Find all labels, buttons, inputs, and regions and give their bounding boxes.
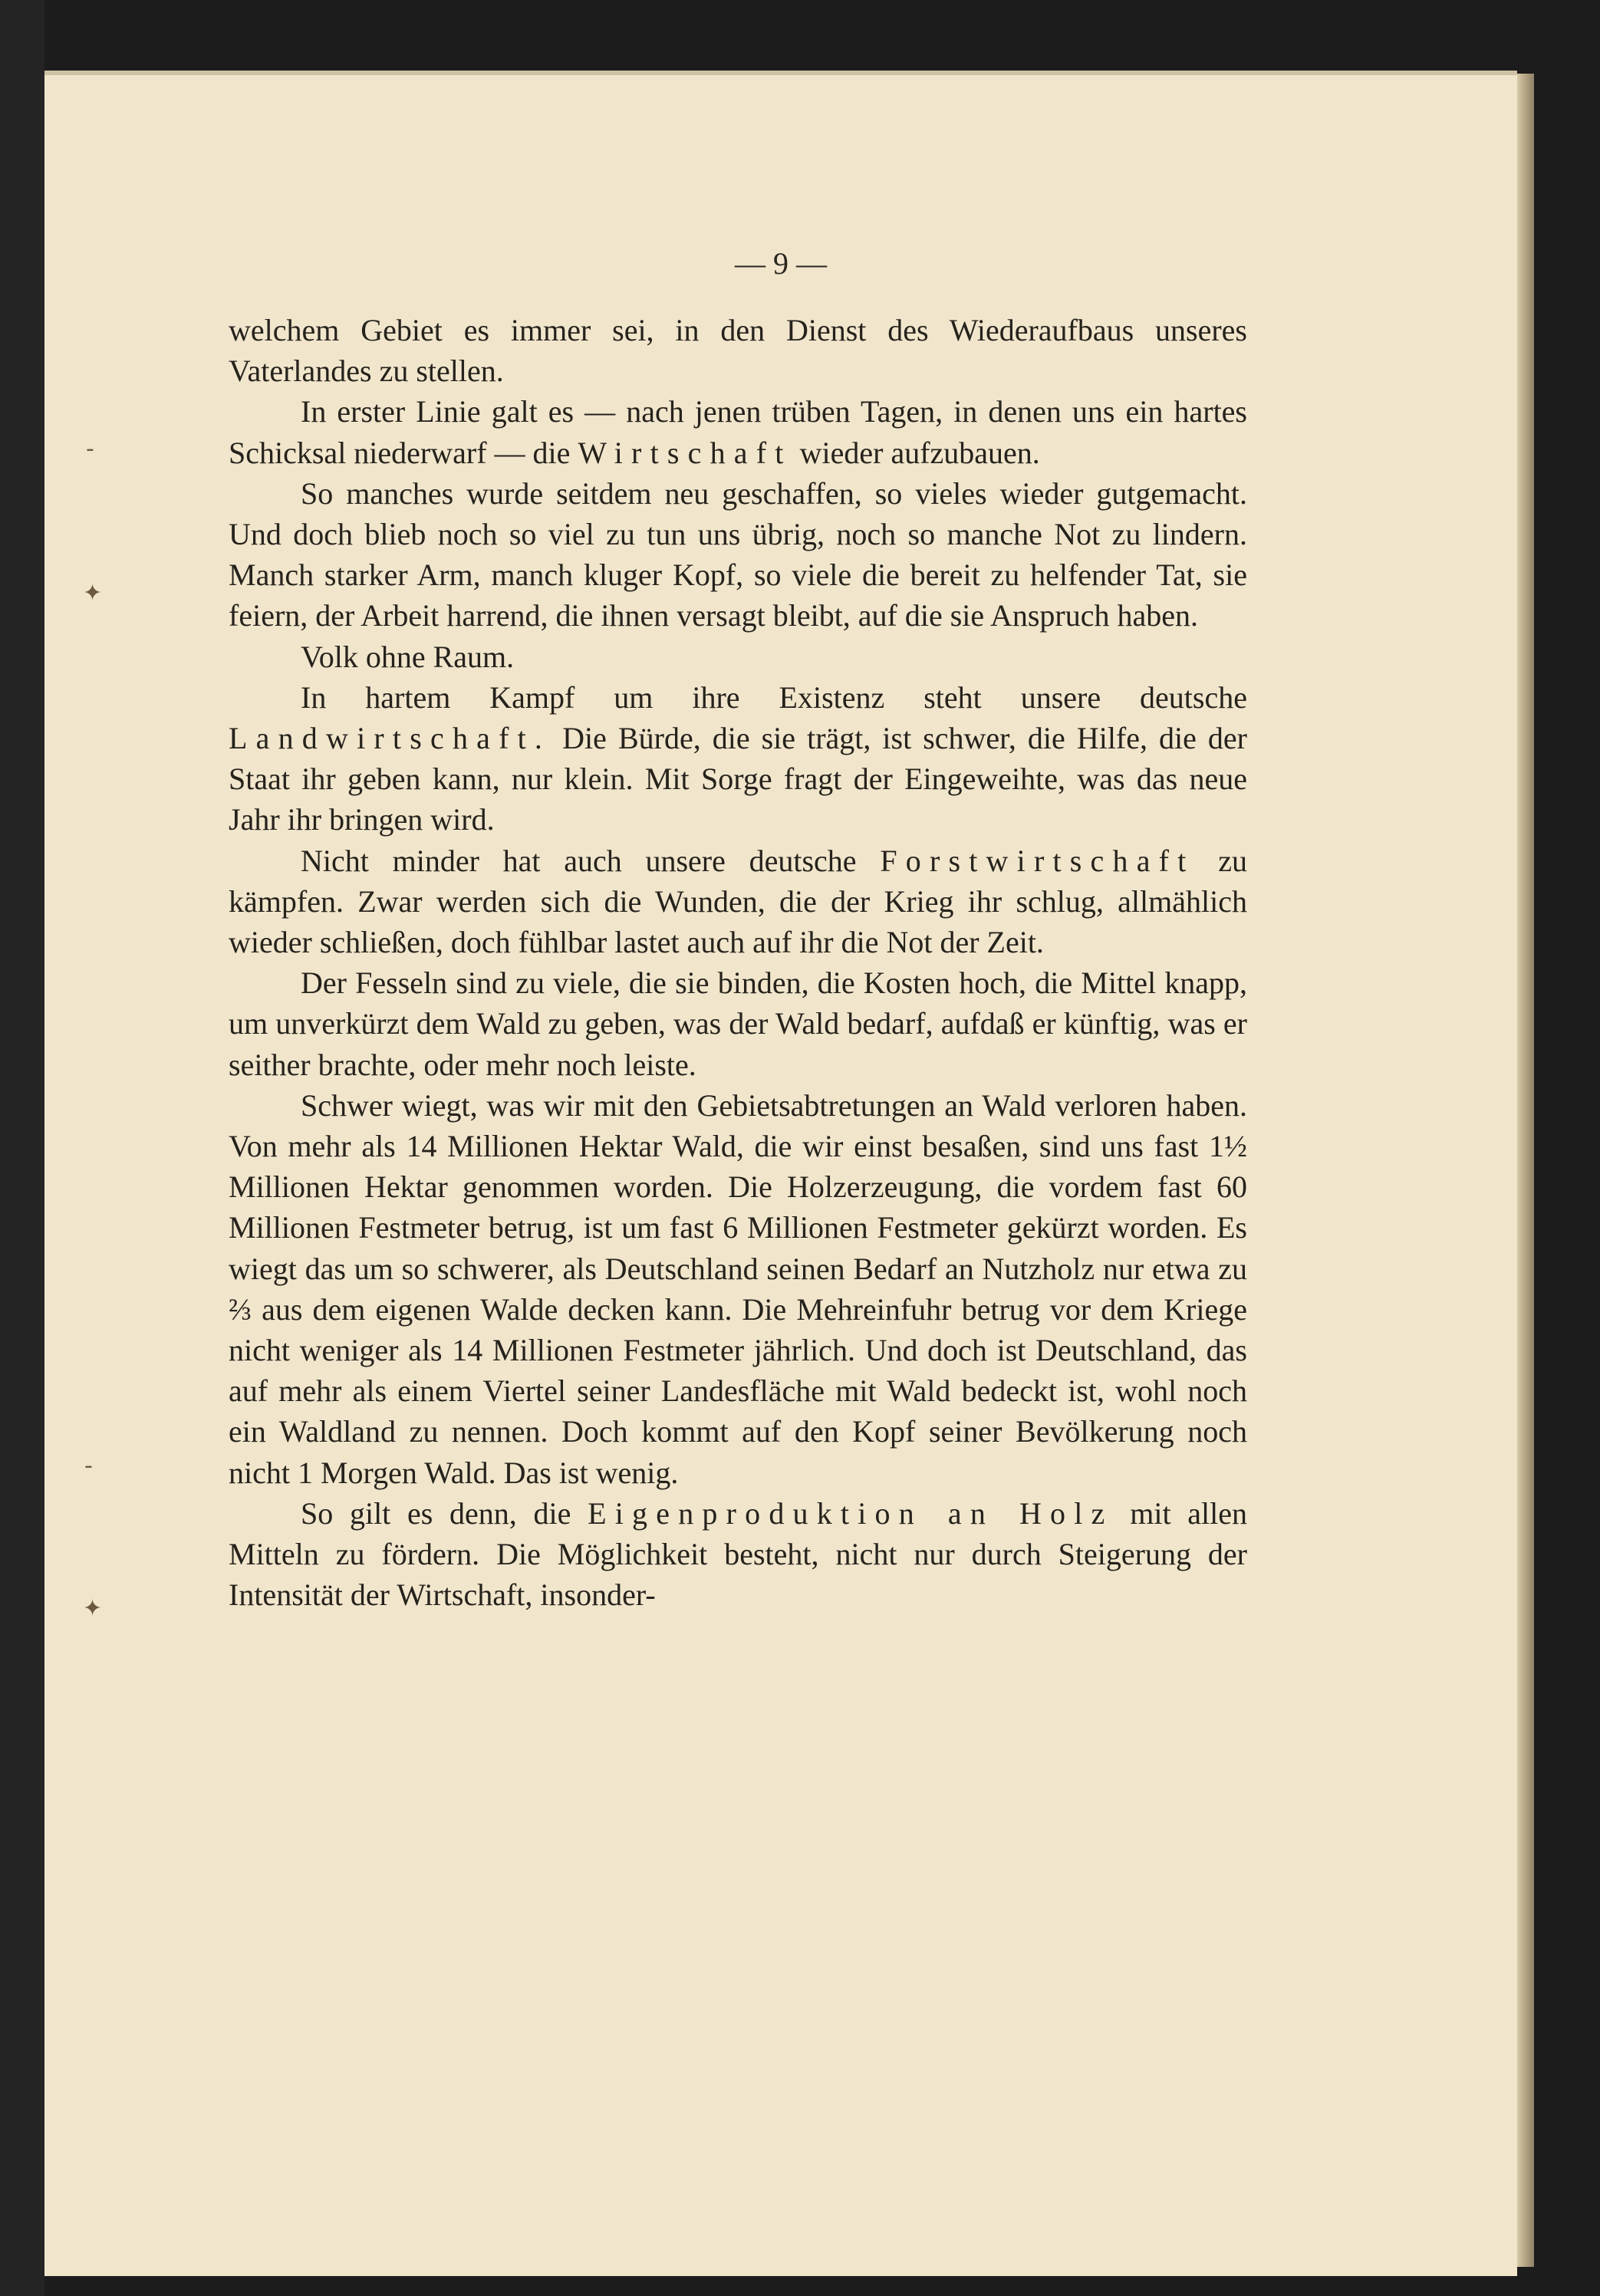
body-text [229,310,1247,1616]
paragraph-text: wieder aufzubauen. [792,435,1040,470]
emphasized-text: Eigenproduktion an Holz [588,1495,1114,1531]
paragraph-text: In erster Linie galt es — nach jenen trüben Tagen, in denen uns ein hartes Schicksal niederwarf — die [229,394,1247,470]
emphasized-text: Landwirtschaft. [229,721,551,756]
paragraph [229,962,1247,1085]
margin-mark: ✦ [83,580,103,607]
paragraph-text: Der Fesseln sind zu viele, die sie binden, die Kosten hoch, die Mittel knapp, um unverkürzt dem Wald zu geben, was der Wald bedarf, aufdaß er künftig, was er seither brachte, oder mehr noch leiste. [229,965,1247,1082]
page-number: — 9 — [735,246,827,281]
paragraph-text: zu kämpfen. Zwar werden sich die Wunden, die der Krieg ihr schlug, allmählich wieder schließen, doch fühlbar lastet auch auf ihr die Not der Zeit. [229,843,1247,960]
paragraph-text: Schwer wiegt, was wir mit den Gebietsabtretungen an Wald verloren haben. Von mehr als 14 Millionen Hektar Wald, die wir einst besaßen, sind uns fast 1½ Millionen Hektar genommen worden. Die Holzerzeugung, die vordem fast 60 Millionen Festmeter betrug, ist um fast 6 Millionen Festmeter gekürzt worden. Es wiegt das um so schwerer, als Deutschland seinen Bedarf an Nutzholz nur etwa zu ⅔ aus dem eigenen Walde decken kann. Die Mehreinfuhr betrug vor dem Kriege nicht weniger als 14 Millionen Festmeter jährlich. Und doch ist Deutschland, das auf mehr als einem Viertel seiner Landesfläche mit Wald bedeckt ist, wohl noch ein Waldland zu nennen. Doch kommt auf den Kopf seiner Bevölkerung noch nicht 1 Morgen Wald. Das ist wenig. [229,1087,1247,1490]
paragraph [229,1085,1247,1493]
paragraph-text: In hartem Kampf um ihre Existenz steht unsere deutsche [301,679,1247,715]
paragraph [229,636,1247,677]
emphasized-text: Forstwirtschaft [880,843,1195,878]
paragraph-text: Volk ohne Raum. [301,639,515,674]
margin-mark: - [84,1452,93,1479]
scanner-background [0,0,44,2296]
paragraph-text: welchem Gebiet es immer sei, in den Dienst des Wiederaufbaus unseres Vaterlandes zu stellen. [229,313,1247,389]
paragraph [229,677,1247,840]
margin-mark: - [86,436,94,462]
paragraph [229,391,1247,472]
paragraph-text: Die Bürde, die sie trägt, ist schwer, die Hilfe, die der Staat ihr geben kann, nur klein. Mit Sorge fragt der Eingeweihte, was das neue Jahr ihr bringen wird. [229,721,1247,837]
paragraph-text: So manches wurde seitdem neu geschaffen, so vieles wieder gutgemacht. Und doch blieb noch so viel zu tun uns übrig, noch so manche Not zu lindern. Manch starker Arm, manch kluger Kopf, so viele die bereit zu helfender Tat, sie feiern, der Arbeit harrend, die ihnen versagt bleibt, auf die sie Anspruch haben. [229,475,1247,633]
paragraph [229,473,1247,636]
paragraph [229,1493,1247,1616]
paragraph [229,310,1247,391]
paragraph-text: Nicht minder hat auch unsere deutsche [301,843,881,878]
page-edge [1517,74,1534,2267]
paragraph-text: So gilt es denn, die [301,1495,588,1531]
paragraph [229,840,1247,963]
margin-mark: ✦ [83,1595,103,1622]
emphasized-text: Wirtschaft [578,435,792,470]
paragraph-text: mit allen Mitteln zu fördern. Die Möglichkeit besteht, nicht nur durch Steigerung der Intensität der Wirtschaft, insonder- [229,1495,1248,1613]
